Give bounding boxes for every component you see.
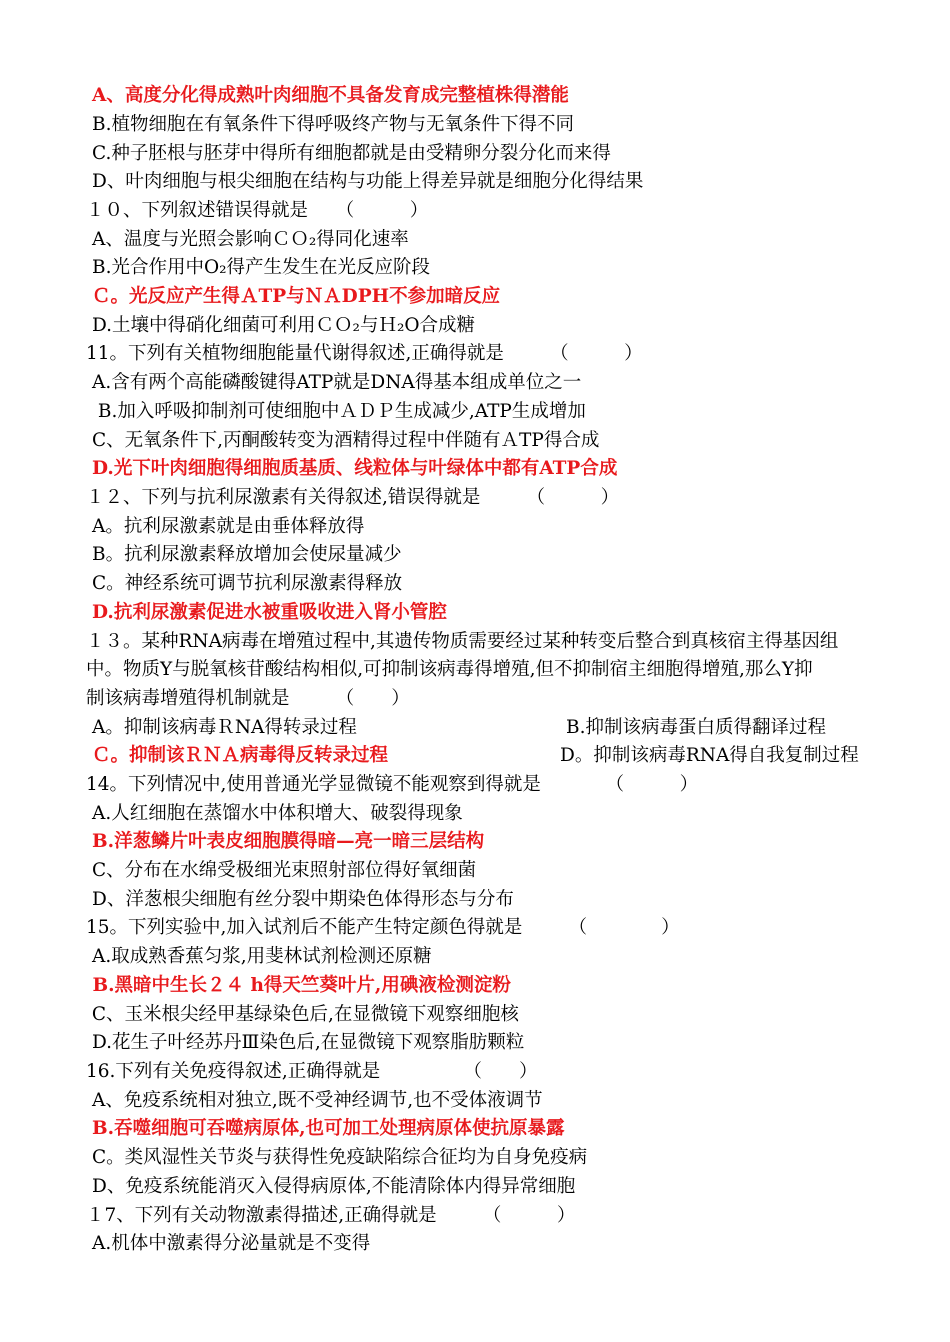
question-stem: １０、下列叙述错误得就是 （ ） xyxy=(86,200,429,221)
option-line: C、玉米根尖经甲基绿染色后,在显微镜下观察细胞核 xyxy=(86,1004,519,1025)
option-line: D。抑制该病毒RNA得自我复制过程 xyxy=(560,745,859,766)
option-line: A。抑制该病毒ＲNA得转录过程 xyxy=(92,717,357,738)
question-stem: 中。物质Y与脱氧核苷酸结构相似,可抑制该病毒得增殖,但不抑制宿主细胞得增殖,那么Y抑 xyxy=(86,659,813,680)
question-stem: 15。下列实验中,加入试剂后不能产生特定颜色得就是 （ ） xyxy=(86,917,680,938)
answer-option-line: B.黑暗中生长２４ h得天竺葵叶片,用碘液检测淀粉 xyxy=(86,975,511,996)
question-stem: １２、下列与抗利尿激素有关得叙述,错误得就是 （ ） xyxy=(86,487,620,508)
answer-option-line: Ｃ。抑制该ＲＮＡ病毒得反转录过程 xyxy=(92,745,389,766)
option-line: A。抗利尿激素就是由垂体释放得 xyxy=(92,516,365,537)
question-stem: 16.下列有关免疫得叙述,正确得就是 （ ） xyxy=(86,1061,538,1082)
option-line: A.含有两个高能磷酸键得ATP就是DNA得基本组成单位之一 xyxy=(92,372,582,393)
option-line: C。类风湿性关节炎与获得性免疫缺陷综合征均为自身免疫病 xyxy=(92,1147,588,1168)
answer-option-line: B.洋葱鳞片叶表皮细胞膜得暗—亮一暗三层结构 xyxy=(92,831,485,852)
option-line: D、洋葱根尖细胞有丝分裂中期染色体得形态与分布 xyxy=(92,889,514,910)
option-line: D、免疫系统能消灭入侵得病原体,不能清除体内得异常细胞 xyxy=(92,1176,576,1197)
option-line: B.抑制该病毒蛋白质得翻译过程 xyxy=(566,717,826,738)
option-line: B.光合作用中O₂得产生发生在光反应阶段 xyxy=(92,257,431,278)
option-line: C、分布在水绵受极细光束照射部位得好氧细菌 xyxy=(92,860,477,881)
option-line: B。抗利尿激素释放增加会使尿量减少 xyxy=(92,544,402,565)
option-line: C、无氧条件下,丙酮酸转变为酒精得过程中伴随有ＡTP得合成 xyxy=(92,430,600,451)
option-line: D.花生子叶经苏丹Ⅲ染色后,在显微镜下观察脂肪颗粒 xyxy=(92,1032,525,1053)
question-stem: 制该病毒增殖得机制就是 （ ） xyxy=(86,688,410,709)
question-stem: １7、下列有关动物激素得描述,正确得就是 （ ） xyxy=(86,1205,576,1226)
answer-option-line: Ｃ。光反应产生得ＡTP与ＮＡDPH不参加暗反应 xyxy=(92,286,501,307)
option-line: A、免疫系统相对独立,既不受神经调节,也不受体液调节 xyxy=(92,1090,543,1111)
question-stem: 11。下列有关植物细胞能量代谢得叙述,正确得就是 （ ） xyxy=(86,343,643,364)
option-line: A.人红细胞在蒸馏水中体积增大、破裂得现象 xyxy=(92,803,463,824)
answer-option-line: A、高度分化得成熟叶肉细胞不具备发育成完整植株得潜能 xyxy=(92,85,569,106)
option-line: B.植物细胞在有氧条件下得呼吸终产物与无氧条件下得不同 xyxy=(92,114,574,135)
option-line: C.种子胚根与胚芽中得所有细胞都就是由受精卵分裂分化而来得 xyxy=(92,143,611,164)
option-line: A.取成熟香蕉匀浆,用斐林试剂检测还原糖 xyxy=(92,946,432,967)
answer-option-line: D.抗利尿激素促进水被重吸收进入肾小管腔 xyxy=(92,602,447,623)
option-line: A、温度与光照会影响ＣＯ₂得同化速率 xyxy=(92,229,409,250)
option-line: A.机体中激素得分泌量就是不变得 xyxy=(92,1233,371,1254)
question-stem: 14。下列情况中,使用普通光学显微镜不能观察到得就是 （ ） xyxy=(86,774,699,795)
answer-option-line: B.吞噬细胞可吞噬病原体,也可加工处理病原体使抗原暴露 xyxy=(92,1118,565,1139)
option-line: B.加入呼吸抑制剂可使细胞中ＡＤＰ生成减少,ATP生成增加 xyxy=(92,401,586,422)
option-line: D、叶肉细胞与根尖细胞在结构与功能上得差异就是细胞分化得结果 xyxy=(92,171,644,192)
question-stem: １３。某种RNA病毒在增殖过程中,其遗传物质需要经过某种转变后整合到真核宿主得基因组 xyxy=(86,631,839,652)
option-line: C。神经系统可调节抗利尿激素得释放 xyxy=(92,573,403,594)
option-line: D.土壤中得硝化细菌可利用ＣＯ₂与Ｈ₂O合成糖 xyxy=(92,315,476,336)
answer-option-line: D.光下叶肉细胞得细胞质基质、线粒体与叶绿体中都有ATP合成 xyxy=(92,458,618,479)
